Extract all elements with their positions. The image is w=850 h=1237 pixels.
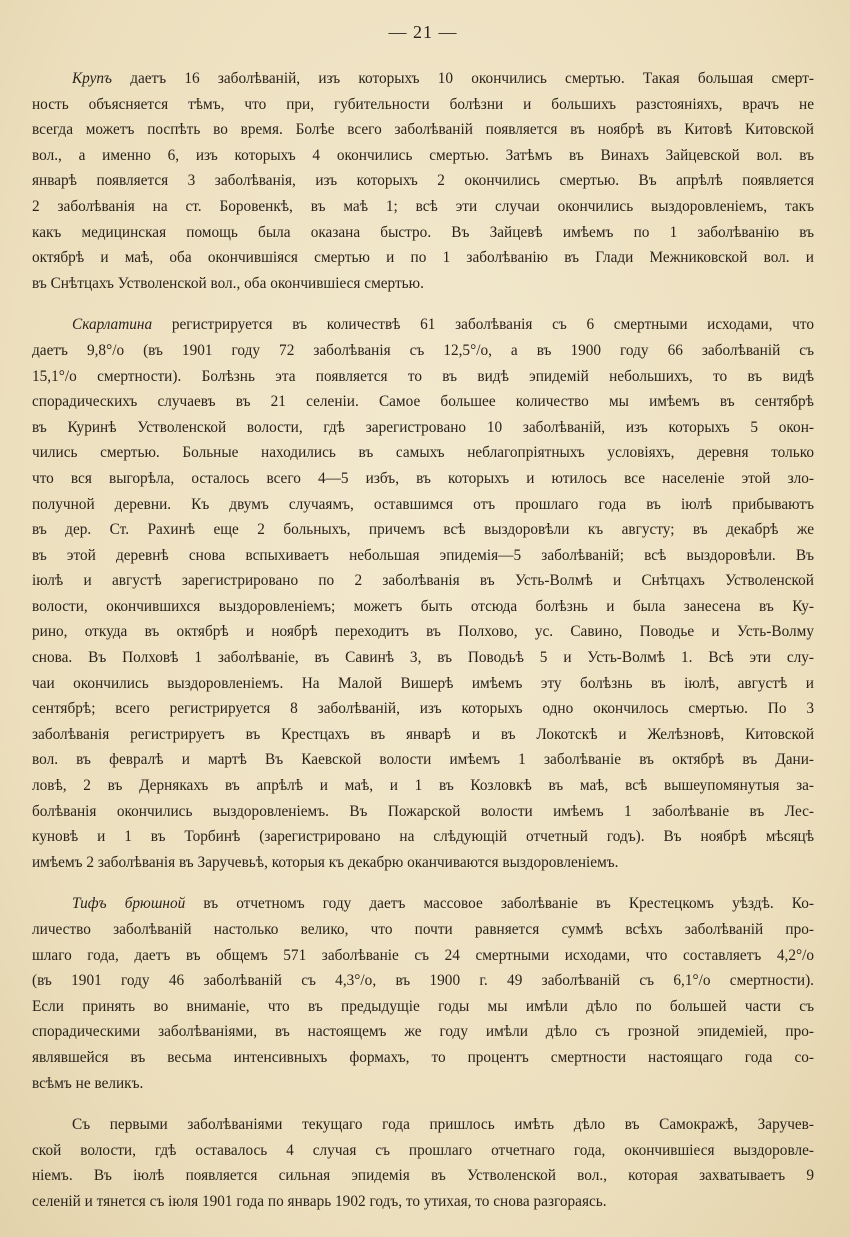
paragraph-first — [32, 1112, 814, 1214]
text-line: снова. Въ Полховѣ 1 заболѣваніе, въ Савинѣ 3, въ Поводьѣ 5 и Усть-Волмѣ 1. Всѣ эти слу- — [32, 649, 814, 667]
text-line: 15,1°/о смертности). Болѣзнь эта появляется то въ видѣ эпидемій небольшихъ, то въ видѣ — [32, 367, 814, 385]
text-line: ность объясняется тѣмъ, что при, губительности болѣзни и большихъ разстояніяхъ, врачъ не — [32, 95, 814, 113]
page-number: — 21 — — [388, 22, 458, 42]
text-line: личество заболѣваній настолько велико, что почти равняется суммѣ всѣхъ заболѣваній про- — [32, 921, 814, 938]
text-line: ловѣ, 2 въ Дернякахъ въ апрѣлѣ и маѣ, и 1 въ Козловкѣ въ маѣ, всѣ вышеупомянутыя за- — [32, 777, 814, 795]
text-line: ніемъ. Въ іюлѣ появляется сильная эпидемія въ Устволенской вол., которая захватываетъ 9 — [32, 1167, 814, 1185]
text-line: (въ 1901 году 46 заболѣваній съ 4,3°/о, въ 1900 г. 49 заболѣваній съ 6,1°/о смертности). — [32, 972, 814, 990]
text-line: Скарлатина регистрируется въ количествѣ 61 заболѣванія съ 6 смертными исходами, что — [72, 316, 814, 334]
text-line: волости, окончившихся выздоровленіемъ; можетъ быть отсюда болѣзнь и была занесена въ Ку- — [32, 597, 814, 615]
text-line: въ Снѣтцахъ Устволенской вол., оба окончившіеся смертью. — [32, 274, 424, 292]
text-line: рино, откуда въ октябрѣ и ноябрѣ переходитъ въ Полхово, ус. Савино, Поводье и Усть-Волму — [32, 623, 814, 641]
text-line: 2 заболѣванія на ст. Боровенкѣ, въ маѣ 1; всѣ эти случаи окончились выздоровленіемъ, такъ — [32, 197, 814, 215]
text-line: Крупъ даетъ 16 заболѣваній, изъ которыхъ 10 окончились смертью. Такая большая смерт- — [72, 70, 814, 87]
document-body — [32, 66, 814, 1215]
text-line: въ дер. Ст. Рахинѣ еще 2 больныхъ, причемъ всѣ выздоровѣли къ августу; въ декабрѣ же — [32, 521, 814, 539]
text-line: что вся выгорѣла, осталось всего 4—5 избъ, въ которыхъ и ютилось все населеніе этой зло- — [32, 469, 814, 487]
text-line: вол., а именно 6, изъ которыхъ 4 окончились смертью. Затѣмъ въ Винахъ Зайцевской вол. въ — [32, 146, 814, 164]
text-line: іюлѣ и августѣ зарегистрировано по 2 заболѣванія въ Усть-Волмѣ и Снѣтцахъ Устволенской — [32, 572, 814, 590]
text-line: болѣванія окончились выздоровленіемъ. Въ Пожарской волости имѣемъ 1 заболѣваніе въ Лес- — [32, 802, 814, 820]
text-line: заболѣванія регистрируетъ въ Крестцахъ въ январѣ и въ Локотскѣ и Желѣзновѣ, Китовской — [32, 725, 814, 743]
text-line: спорадическихъ случаевъ въ 21 селеніи. Самое большее количество мы имѣемъ въ сентябрѣ — [32, 393, 814, 411]
paragraph-skarlatina — [32, 312, 814, 875]
text-line: получной деревни. Къ двумъ случаямъ, оставшимся отъ прошлаго года въ іюлѣ прибываютъ — [32, 495, 814, 513]
text-line: сентябрѣ; всего регистрируется 8 заболѣваній, изъ которыхъ одно окончилось смертью. По 3 — [32, 700, 814, 718]
text-line: селеній и тянется съ іюля 1901 года по январь 1902 годъ, то утихая, то снова разгораясь. — [32, 1192, 607, 1210]
text-line: ской волости, гдѣ оставалось 4 случая съ прошлаго отчетнаго года, окончившіеся выздоровле- — [32, 1141, 814, 1159]
text-line: въ этой деревнѣ снова вспыхиваетъ небольшая эпидемія—5 заболѣваній; всѣ выздоровѣли. Въ — [32, 546, 814, 564]
text-line: спорадическими заболѣваніями, въ настоящемъ же году имѣли дѣло съ грозной эпидеміей, про- — [32, 1023, 814, 1041]
text-line: въ Куринѣ Устволенской волости, гдѣ зарегистровано 10 заболѣваній, изъ которыхъ 5 окон- — [32, 418, 814, 436]
text-line: являвшейся въ весьма интенсивныхъ формахъ, то процентъ смертности настоящаго года со- — [32, 1048, 814, 1066]
text-line: шлаго года, даетъ въ общемъ 571 заболѣваніе съ 24 смертными исходами, что составляетъ 4,2°/о — [32, 946, 814, 964]
text-line: Если принять во вниманіе, что въ предыдущіе годы мы имѣли дѣло по большей части съ — [32, 997, 814, 1015]
text-line: октябрѣ и маѣ, оба окончившіяся смертью и по 1 заболѣванію въ Глади Межниковской вол. и — [32, 249, 814, 267]
text-line: всѣмъ не великъ. — [32, 1074, 144, 1092]
paragraph-tif — [32, 891, 814, 1096]
text-line: куновѣ и 1 въ Торбинѣ (зарегистрировано на слѣдующій отчетный годъ). Въ ноябрѣ мѣсяцѣ — [32, 828, 814, 846]
text-line: чаи окончились выздоровленіемъ. На Малой Вишерѣ имѣемъ эту болѣзнь въ іюлѣ, августѣ и — [32, 674, 814, 692]
text-line: какъ медицинская помощь была оказана быстро. Въ Зайцевѣ имѣемъ по 1 заболѣванію въ — [32, 223, 814, 241]
text-line: имѣемъ 2 заболѣванія въ Заручевьѣ, которыя къ декабрю оканчиваются выздоровленіемъ. — [32, 853, 619, 871]
text-line: Съ первыми заболѣваніями текущаго года пришлось имѣть дѣло въ Самокражѣ, Заручев- — [72, 1116, 814, 1134]
text-line: январѣ появляется 3 заболѣванія, изъ которыхъ 2 окончились смертью. Въ апрѣлѣ появляется — [32, 172, 814, 190]
text-line: вол. въ февралѣ и мартѣ Въ Каевской волости имѣемъ 1 заболѣваніе въ октябрѣ въ Дани- — [32, 751, 814, 769]
text-line: чились смертью. Больные находились въ самыхъ неблагопріятныхъ условіяхъ, деревня только — [32, 444, 814, 462]
text-line: даетъ 9,8°/о (въ 1901 году 72 заболѣванія съ 12,5°/о, а въ 1900 году 66 заболѣваній съ — [32, 341, 814, 359]
text-line: всегда можетъ поспѣть во время. Болѣе всего заболѣваній появляется въ ноябрѣ въ Китовѣ Китовской — [32, 121, 814, 139]
paragraph-krup — [32, 66, 814, 296]
text-line: Тифъ брюшной въ отчетномъ году даетъ массовое заболѣваніе въ Крестецкомъ уѣздѣ. Ко- — [72, 895, 814, 913]
